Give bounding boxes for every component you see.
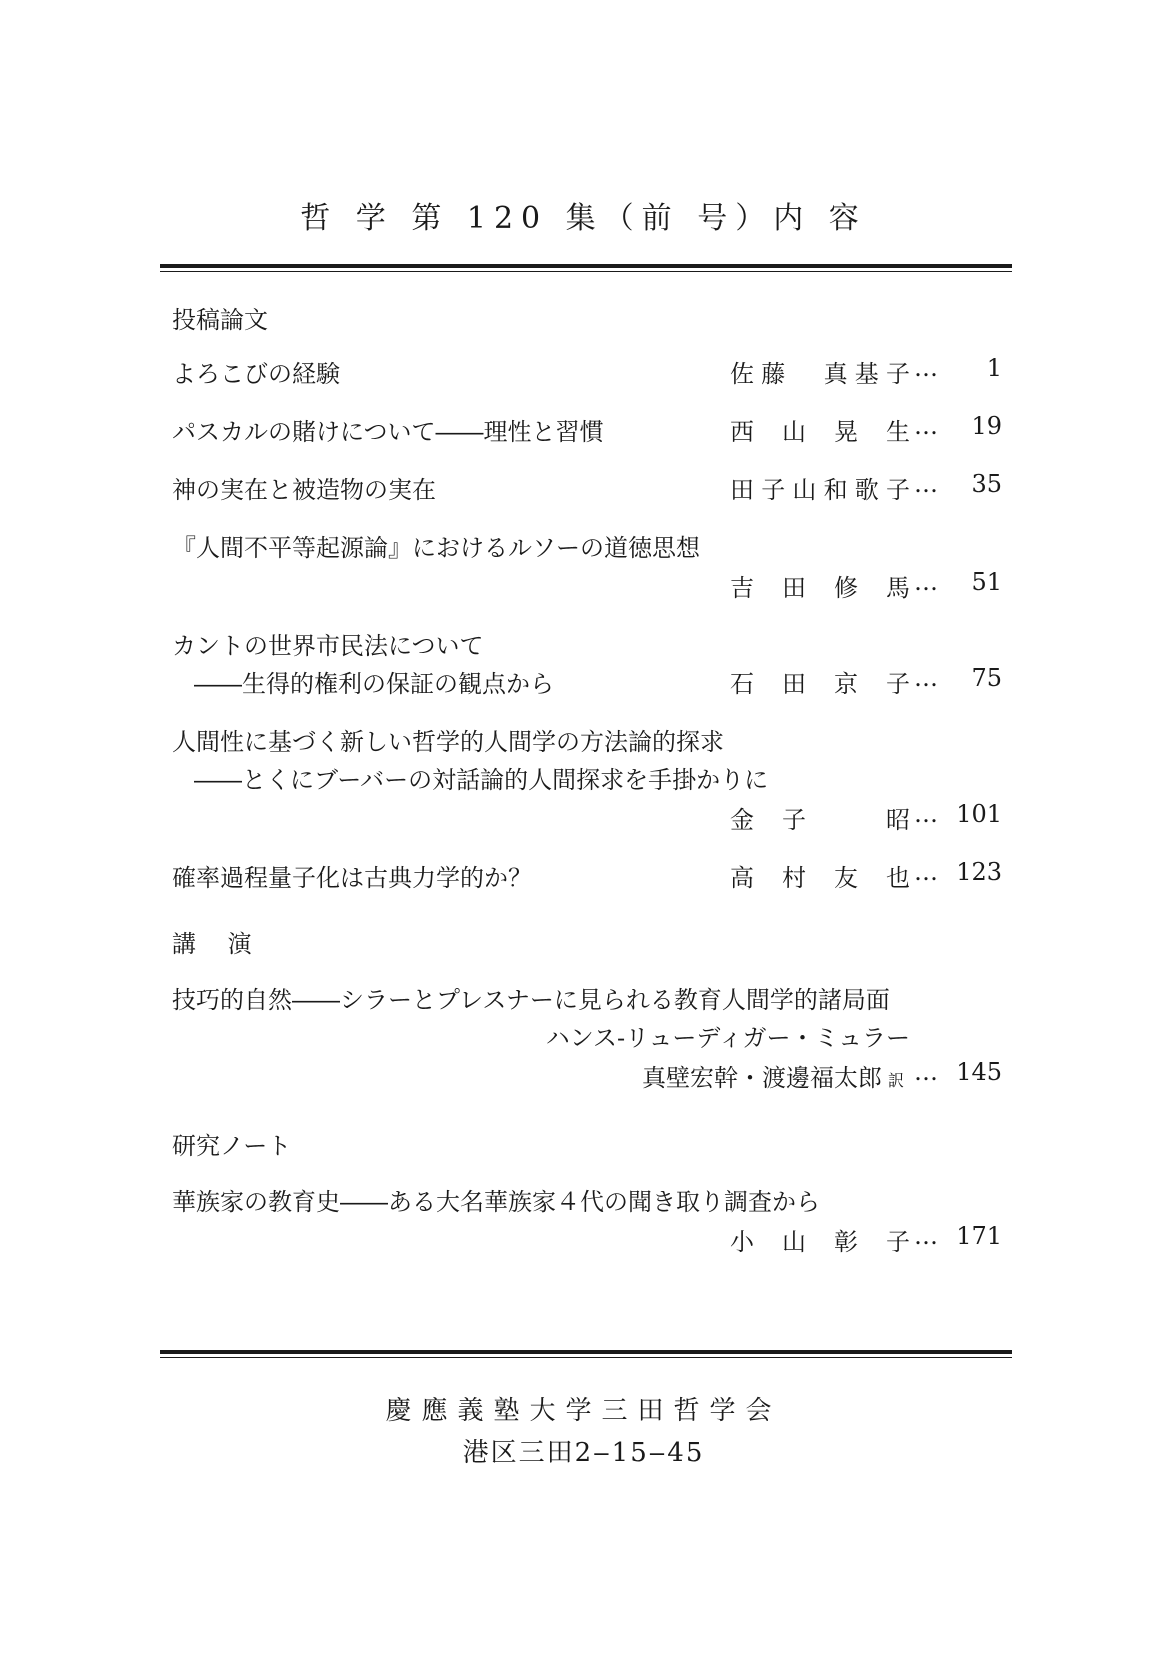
translator-names: 真壁宏幹・渡邊福太郎 <box>641 1064 882 1092</box>
entry-translators <box>642 1058 904 1093</box>
leader-dots: … <box>914 1222 938 1250</box>
entry-author: 石田京子 <box>730 670 910 698</box>
toc-entry <box>172 1058 1002 1092</box>
entry-subtitle: ――とくにブーバーの対話論的人間探求を手掛かりに <box>194 766 769 794</box>
entry-author: 西山晃生 <box>730 418 910 446</box>
leader-dots: … <box>914 858 938 886</box>
entry-page: 171 <box>956 1222 1002 1250</box>
entry-author: 金子 昭 <box>730 806 910 834</box>
toc-entry-title-line <box>172 722 1002 756</box>
entry-page: 19 <box>971 412 1002 440</box>
toc-entry <box>172 470 1002 504</box>
entry-title: パスカルの賭けについて――理性と習慣 <box>172 418 604 446</box>
entry-author: 吉田修馬 <box>730 574 910 602</box>
entry-title: 人間性に基づく新しい哲学的人間学の方法論的探求 <box>172 728 724 756</box>
leader-dots: … <box>914 412 938 440</box>
entry-author: 田子山和歌子 <box>730 476 910 504</box>
toc-entry <box>172 412 1002 446</box>
toc-entry <box>172 664 1002 698</box>
section-heading-notes: 研究ノート <box>172 1132 292 1160</box>
entry-author: ハンス-リューディガー・ミュラー <box>545 1024 910 1052</box>
entry-page: 75 <box>971 664 1002 692</box>
leader-dots: … <box>914 664 938 692</box>
entry-title: よろこびの経験 <box>172 360 340 388</box>
entry-page: 145 <box>956 1058 1002 1086</box>
toc-entry-title-line <box>172 980 1002 1014</box>
toc-entry <box>172 800 1002 834</box>
leader-dots: … <box>914 800 938 828</box>
leader-dots: … <box>914 354 938 382</box>
entry-title: カントの世界市民法について <box>172 632 484 660</box>
toc-entry-subtitle-line <box>172 760 1002 794</box>
toc-entry <box>172 858 1002 892</box>
leader-dots: … <box>914 1058 938 1086</box>
entry-author: 佐藤 真基子 <box>730 360 910 388</box>
entry-author: 小山彰子 <box>730 1228 910 1256</box>
entry-title: 確率過程量子化は古典力学的か？ <box>172 864 532 892</box>
entry-title: 『人間不平等起源論』におけるルソーの道徳思想 <box>172 534 700 562</box>
entry-title: 華族家の教育史――ある大名華族家４代の聞き取り調査から <box>172 1188 820 1216</box>
bottom-double-rule <box>160 1350 1012 1358</box>
toc-entry <box>172 354 1002 388</box>
leader-dots: … <box>914 470 938 498</box>
publisher-address: 港区三田2‒15‒45 <box>462 1438 705 1468</box>
toc-entry-title-line <box>172 528 1002 562</box>
toc-entry-author-line <box>172 1018 1002 1052</box>
entry-title: 技巧的自然――シラーとプレスナーに見られる教育人間学的諸局面 <box>172 986 890 1014</box>
entry-title: 神の実在と被造物の実在 <box>172 476 436 504</box>
section-heading-papers: 投稿論文 <box>172 306 268 334</box>
toc-entry-title-line <box>172 626 1002 660</box>
entry-page: 51 <box>971 568 1002 596</box>
entry-author: 高村友也 <box>730 864 910 892</box>
entry-subtitle: ――生得的権利の保証の観点から <box>194 670 554 698</box>
toc-entry-title-line <box>172 1182 1002 1216</box>
page-title: 哲 学 第 120 集（前 号）内 容 <box>300 201 867 236</box>
entry-page: 35 <box>971 470 1002 498</box>
leader-dots: … <box>914 568 938 596</box>
section-heading-lecture: 講 演 <box>172 930 252 958</box>
top-double-rule <box>160 264 1012 272</box>
entry-page: 1 <box>986 354 1002 382</box>
toc-entry <box>172 568 1002 602</box>
entry-page: 123 <box>956 858 1002 886</box>
publisher-name: 慶應義塾大学三田哲学会 <box>385 1396 782 1426</box>
entry-page: 101 <box>956 800 1002 828</box>
toc-entry <box>172 1222 1002 1256</box>
translator-mark: 訳 <box>887 1071 904 1090</box>
